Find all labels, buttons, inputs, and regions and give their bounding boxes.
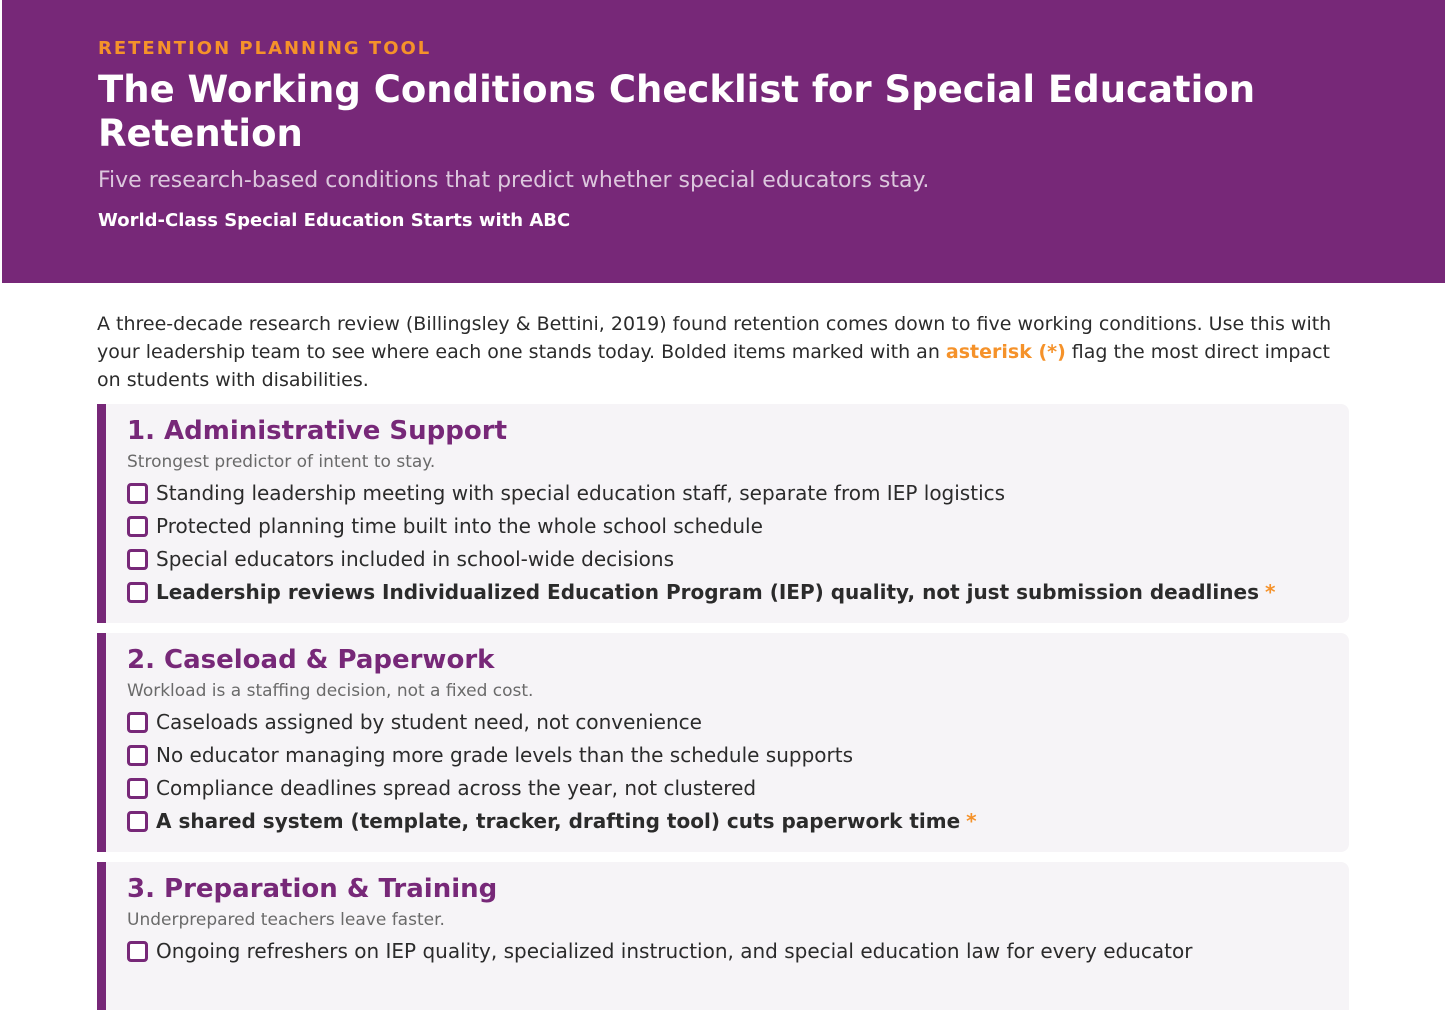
- section-title: 2. Caseload & Paperwork: [127, 645, 495, 675]
- section-caseload-paperwork: [97, 633, 1349, 852]
- checkbox[interactable]: [127, 582, 148, 603]
- checkbox[interactable]: [127, 516, 148, 537]
- asterisk-marker: *: [1264, 580, 1276, 604]
- checkbox[interactable]: [127, 712, 148, 733]
- checkbox[interactable]: [127, 745, 148, 766]
- checklist-item-label: Special educators included in school-wide decisions: [156, 547, 674, 571]
- checklist-item[interactable]: [127, 478, 1329, 508]
- checklist-item-label: Compliance deadlines spread across the year, not clustered: [156, 776, 757, 800]
- checklist-item-priority[interactable]: [127, 806, 1329, 836]
- tagline: World-Class Special Education Starts with ABC: [98, 210, 571, 231]
- checklist-item-label: Caseloads assigned by student need, not convenience: [156, 710, 702, 734]
- intro-paragraph: [97, 310, 1357, 394]
- intro-text: A three-decade research review (Billingsley & Bettini, 2019) found retention comes down to five working conditions. Use this with your leadership team to see where each one stands today. Bolded items marked with an: [97, 313, 1332, 363]
- section-subtitle: Strongest predictor of intent to stay.: [127, 452, 436, 472]
- checklist-item-label: Standing leadership meeting with special education staff, separate from IEP logistics: [156, 481, 1006, 505]
- checklist-item[interactable]: [127, 936, 1329, 966]
- section-subtitle: Underprepared teachers leave faster.: [127, 910, 445, 930]
- checklist-item-label: Leadership reviews Individualized Education Program (IEP) quality, not just submission deadlines: [156, 580, 1259, 604]
- checklist-item[interactable]: [127, 544, 1329, 574]
- checklist-item-label: Protected planning time built into the whole school schedule: [156, 514, 763, 538]
- checklist-item-label: No educator managing more grade levels than the schedule supports: [156, 743, 854, 767]
- checklist-item[interactable]: [127, 740, 1329, 770]
- section-administrative-support: [97, 404, 1349, 623]
- checklist-item-label: Ongoing refreshers on IEP quality, specialized instruction, and special education law for every educator: [156, 939, 1193, 963]
- asterisk-note: asterisk (*): [945, 341, 1066, 363]
- intro-text-end: flag the most direct impact on students with disabilities.: [97, 341, 1331, 391]
- page-subtitle: Five research-based conditions that predict whether special educators stay.: [98, 168, 930, 193]
- checklist-item[interactable]: [127, 707, 1329, 737]
- checkbox[interactable]: [127, 941, 148, 962]
- section-subtitle: Workload is a staffing decision, not a fixed cost.: [127, 681, 534, 701]
- asterisk-marker: *: [966, 809, 977, 833]
- page-title: The Working Conditions Checklist for Special Education Retention: [98, 68, 1256, 155]
- checklist-item[interactable]: [127, 773, 1329, 803]
- checklist-item-label: A shared system (template, tracker, drafting tool) cuts paperwork time: [156, 809, 961, 833]
- checklist-item-priority[interactable]: [127, 577, 1329, 607]
- section-title: 3. Preparation & Training: [127, 874, 498, 904]
- checkbox[interactable]: [127, 811, 148, 832]
- checkbox[interactable]: [127, 549, 148, 570]
- eyebrow-label: RETENTION PLANNING TOOL: [98, 38, 432, 59]
- checkbox[interactable]: [127, 483, 148, 504]
- checkbox[interactable]: [127, 778, 148, 799]
- checklist-item[interactable]: [127, 511, 1329, 541]
- header-banner: [2, 0, 1445, 283]
- section-title: 1. Administrative Support: [127, 416, 507, 446]
- section-preparation-training: [97, 862, 1349, 1010]
